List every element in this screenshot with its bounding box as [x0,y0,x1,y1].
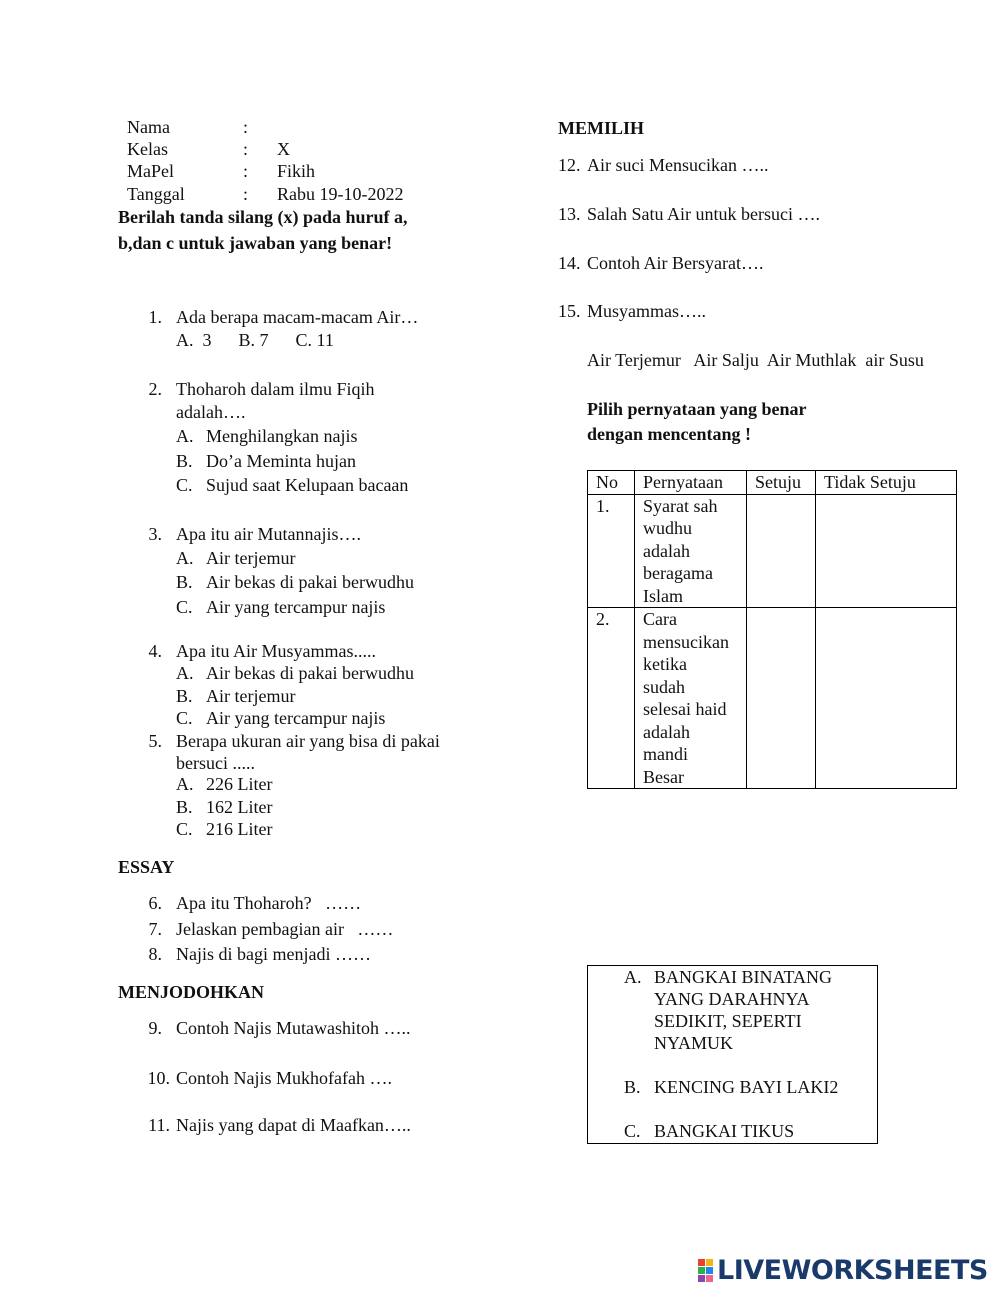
q11-number: 11. [148,1115,170,1135]
q3-option-b-letter[interactable]: B. [176,572,193,592]
statement-instruction-1: Pilih pernyataan yang benar [587,399,807,419]
q12-text[interactable]: Air suci Mensucikan ….. [587,155,769,175]
answer-b-letter[interactable]: B. [624,1077,641,1097]
q6-text[interactable]: Apa itu Thoharoh? …… [176,893,362,913]
logo-blocks-icon [698,1259,713,1282]
q2-number: 2. [148,379,162,399]
row-1-line: Syarat sah [643,495,718,516]
q11-text[interactable]: Najis yang dapat di Maafkan….. [176,1115,411,1135]
answer-a-line-1[interactable]: BANGKAI BINATANG [654,967,833,987]
statement-instruction-2: dengan mencentang ! [587,424,752,444]
row-2-no: 2. [588,608,635,789]
choosing-title: MEMILIH [558,118,645,138]
name-colon: : [243,117,249,137]
q2-text-line-2: adalah…. [176,402,246,422]
q5-option-c[interactable]: 216 Liter [206,819,273,839]
q2-text-line-1: Thoharoh dalam ilmu Fiqih [176,379,375,399]
row-2-line: Besar [643,766,684,787]
answer-c-letter[interactable]: C. [624,1121,641,1141]
answer-a-line-2[interactable]: YANG DARAHNYA [654,989,810,1009]
row-2-agree-cell[interactable] [747,608,816,789]
row-2-line: mandi [643,744,688,764]
row-2-line: adalah [643,721,690,742]
class-value: X [277,139,290,159]
q3-text: Apa itu air Mutannajis…. [176,524,361,544]
q14-text[interactable]: Contoh Air Bersyarat…. [587,253,764,273]
q3-option-b[interactable]: Air bekas di pakai berwudhu [206,572,414,592]
q5-text-line-2: bersuci ..... [176,753,255,773]
subject-colon: : [243,161,249,181]
logo-text: LIVEWORKSHEETS [717,1254,988,1286]
q7-number: 7. [148,919,162,939]
q2-option-a[interactable]: Menghilangkan najis [206,426,358,446]
q3-option-c[interactable]: Air yang tercampur najis [206,597,386,617]
q5-option-c-letter[interactable]: C. [176,819,193,839]
row-1-disagree-cell[interactable] [816,494,957,608]
logo-block [706,1259,713,1266]
q14-number: 14. [558,253,581,273]
name-label: Nama [127,117,170,137]
q12-number: 12. [558,155,581,175]
q4-option-a[interactable]: Air bekas di pakai berwudhu [206,663,414,683]
row-1-agree-cell[interactable] [747,494,816,608]
q5-option-b[interactable]: 162 Liter [206,797,273,817]
q4-option-b-letter[interactable]: B. [176,686,193,706]
q10-number: 10. [147,1068,170,1088]
q4-option-a-letter[interactable]: A. [176,663,194,683]
class-colon: : [243,139,249,159]
q5-option-b-letter[interactable]: B. [176,797,193,817]
q9-text[interactable]: Contoh Najis Mutawashitoh ….. [176,1018,411,1038]
row-2-line: selesai haid [643,699,727,719]
q3-option-a[interactable]: Air terjemur [206,548,296,568]
q15-text[interactable]: Musyammas….. [587,301,706,321]
logo-block [706,1267,713,1274]
q4-number: 4. [148,641,162,661]
statement-table-header [588,471,957,495]
row-1-line: wudhu [643,518,692,538]
q2-option-b[interactable]: Do’a Meminta hujan [206,451,356,471]
table-row [588,494,957,608]
row-2-statement [635,608,747,789]
q6-number: 6. [148,893,162,913]
q4-option-c[interactable]: Air yang tercampur najis [206,708,386,728]
date-label: Tanggal [127,184,185,204]
row-1-no: 1. [588,494,635,608]
q3-number: 3. [148,524,162,544]
q5-option-a-letter[interactable]: A. [176,774,194,794]
q2-option-b-letter[interactable]: B. [176,451,193,471]
subject-label: MaPel [127,161,174,181]
row-1-line: beragama [643,563,713,583]
answer-a-line-3[interactable]: SEDIKIT, SEPERTI [654,1011,802,1031]
header-disagree: Tidak Setuju [816,471,957,495]
answer-a-line-4[interactable]: NYAMUK [654,1033,734,1053]
row-2-line: Cara [643,609,677,629]
row-2-disagree-cell[interactable] [816,608,957,789]
row-1-line: Islam [643,585,683,606]
q1-text: Ada berapa macam-macam Air… [176,307,419,327]
q13-number: 13. [558,204,581,224]
logo-block [698,1267,705,1274]
logo-block [698,1259,705,1266]
answer-b-text[interactable]: KENCING BAYI LAKI2 [654,1077,839,1097]
instruction-line-2: b,dan c untuk jawaban yang benar! [118,233,393,253]
subject-value: Fikih [277,161,316,181]
answer-c-text[interactable]: BANGKAI TIKUS [654,1121,795,1141]
row-1-line: adalah [643,540,690,561]
q5-option-a[interactable]: 226 Liter [206,774,273,794]
row-2-line: sudah [643,676,685,697]
q8-text[interactable]: Najis di bagi menjadi …… [176,944,371,964]
date-colon: : [243,184,249,204]
q2-option-a-letter[interactable]: A. [176,426,194,446]
q4-option-b[interactable]: Air terjemur [206,686,296,706]
q10-text[interactable]: Contoh Najis Mukhofafah …. [176,1068,392,1088]
header-agree: Setuju [747,471,816,495]
instruction-line-1: Berilah tanda silang (x) pada huruf a, [118,207,408,227]
q4-option-c-letter[interactable]: C. [176,708,193,728]
q2-option-c-letter[interactable]: C. [176,475,193,495]
q2-option-c[interactable]: Sujud saat Kelupaan bacaan [206,475,409,495]
logo-block [698,1275,705,1282]
liveworksheets-logo [698,1255,988,1285]
statement-table [587,470,957,789]
q1-options[interactable]: A. 3 B. 7 C. 11 [176,330,334,350]
date-value: Rabu 19-10-2022 [277,184,404,204]
q5-number: 5. [148,731,162,751]
word-bank[interactable]: Air Terjemur Air Salju Air Muthlak air Susu [587,350,924,370]
q8-number: 8. [148,944,162,964]
class-label: Kelas [127,139,168,159]
logo-block [706,1275,713,1282]
q9-number: 9. [148,1018,162,1038]
q15-number: 15. [558,301,581,321]
header-statement: Pernyataan [635,471,747,495]
q3-option-c-letter[interactable]: C. [176,597,193,617]
q5-text-line-1: Berapa ukuran air yang bisa di pakai [176,731,440,751]
essay-title: ESSAY [118,857,175,877]
table-row [588,608,957,789]
header-no: No [588,471,635,495]
q1-number: 1. [148,307,162,327]
q7-text[interactable]: Jelaskan pembagian air …… [176,919,394,939]
answer-a-letter[interactable]: A. [624,967,642,987]
row-2-line: ketika [643,654,687,674]
q13-text[interactable]: Salah Satu Air untuk bersuci …. [587,204,820,224]
row-1-statement [635,494,747,608]
q4-text: Apa itu Air Musyammas..... [176,641,376,661]
matching-title: MENJODOHKAN [118,982,264,1002]
row-2-line: mensucikan [643,631,729,652]
q3-option-a-letter[interactable]: A. [176,548,194,568]
